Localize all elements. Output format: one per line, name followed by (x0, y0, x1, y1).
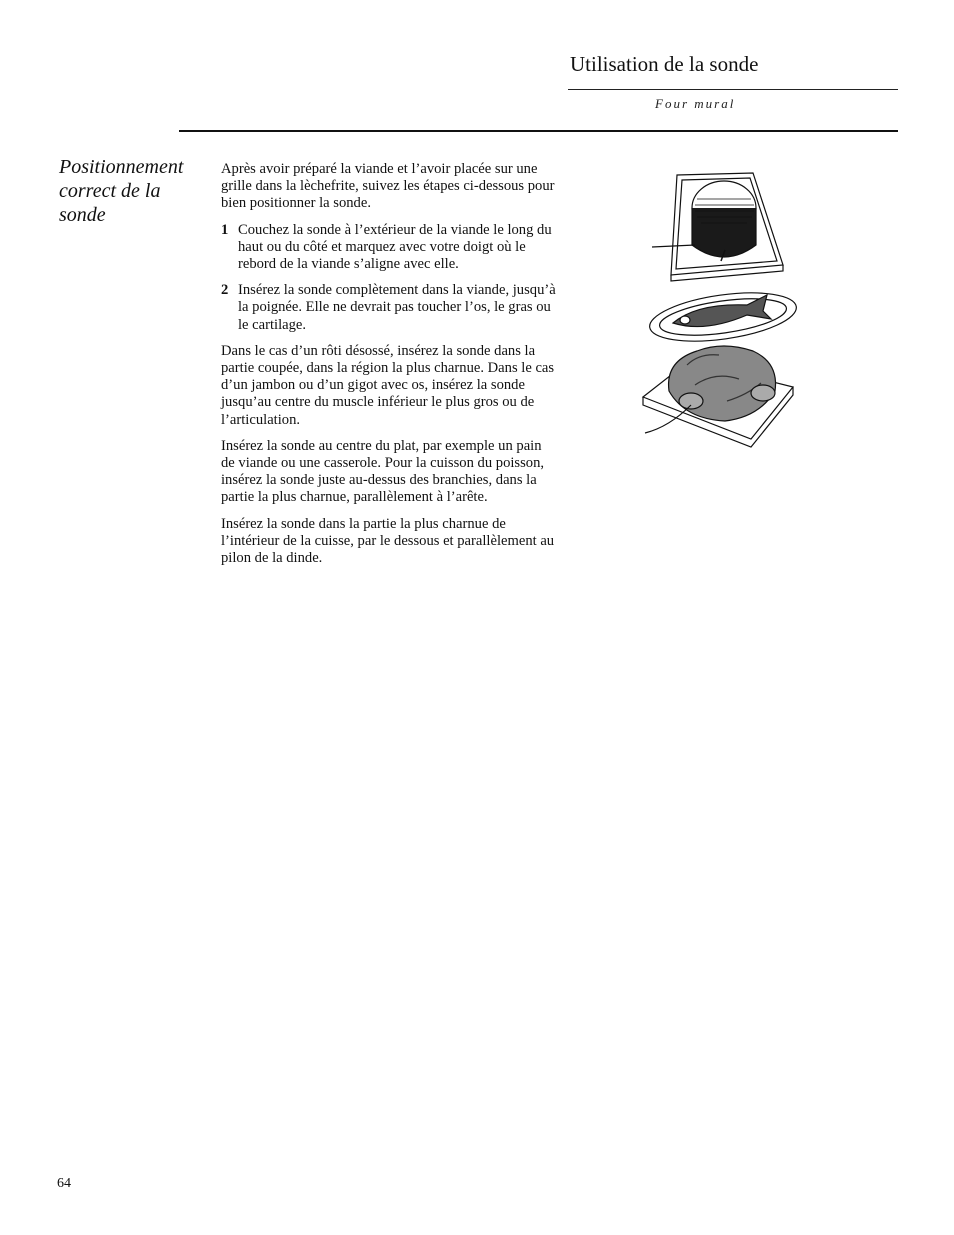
probe-illustrations (635, 165, 800, 450)
roast-in-pan-illustration (652, 173, 783, 281)
step-number: 1 (221, 221, 229, 238)
turkey-in-pan-illustration (643, 346, 793, 447)
step-text: Insérez la sonde complètement dans la viande, jusqu’à la poignée. Elle ne devrait pas toucher l’os, le gras ou le cartilage. (238, 282, 556, 333)
fish-on-platter-illustration (647, 285, 800, 349)
page-title: Utilisation de la sonde (570, 52, 759, 76)
step-text: Couchez la sonde à l’extérieur de la viande le long du haut ou du côté et marquez avec votre doigt où le rebord de la viande s’aligne avec elle. (238, 221, 552, 273)
roast-paragraph: Dans le cas d’un rôti désossé, insérez la sonde dans la partie coupée, dans la région la plus charnue. Dans le cas d’un jambon ou d’un gigot avec os, insérez la sonde jusqu’au centre du muscle inférieur le plus gros ou de l’articulation. (221, 342, 555, 428)
page-number: 64 (57, 1176, 71, 1191)
turkey-paragraph: Insérez la sonde dans la partie la plus charnue de l’intérieur de la cuisse, par le dessous et parallèlement au pilon de la dinde. (221, 515, 555, 567)
dish-paragraph: Insérez la sonde au centre du plat, par exemple un pain de viande ou une casserole. Pour la cuisson du poisson, insérez la sonde juste au-dessus des branchies, dans la partie la plus charnue, parallèlement à l’arête. (221, 437, 545, 506)
step-item (221, 222, 556, 274)
header-divider (568, 89, 898, 90)
intro-paragraph: Après avoir préparé la viande et l’avoir placée sur une grille dans la lèchefrite, suivez les étapes ci-dessous pour bien positionner la sonde. (221, 161, 555, 212)
body-text (221, 161, 556, 576)
step-number: 2 (221, 282, 229, 299)
section-divider (179, 130, 898, 132)
section-heading: Positionnement correct de la sonde (59, 156, 184, 226)
page-subtitle: Four mural (655, 96, 736, 111)
step-item (221, 282, 556, 334)
